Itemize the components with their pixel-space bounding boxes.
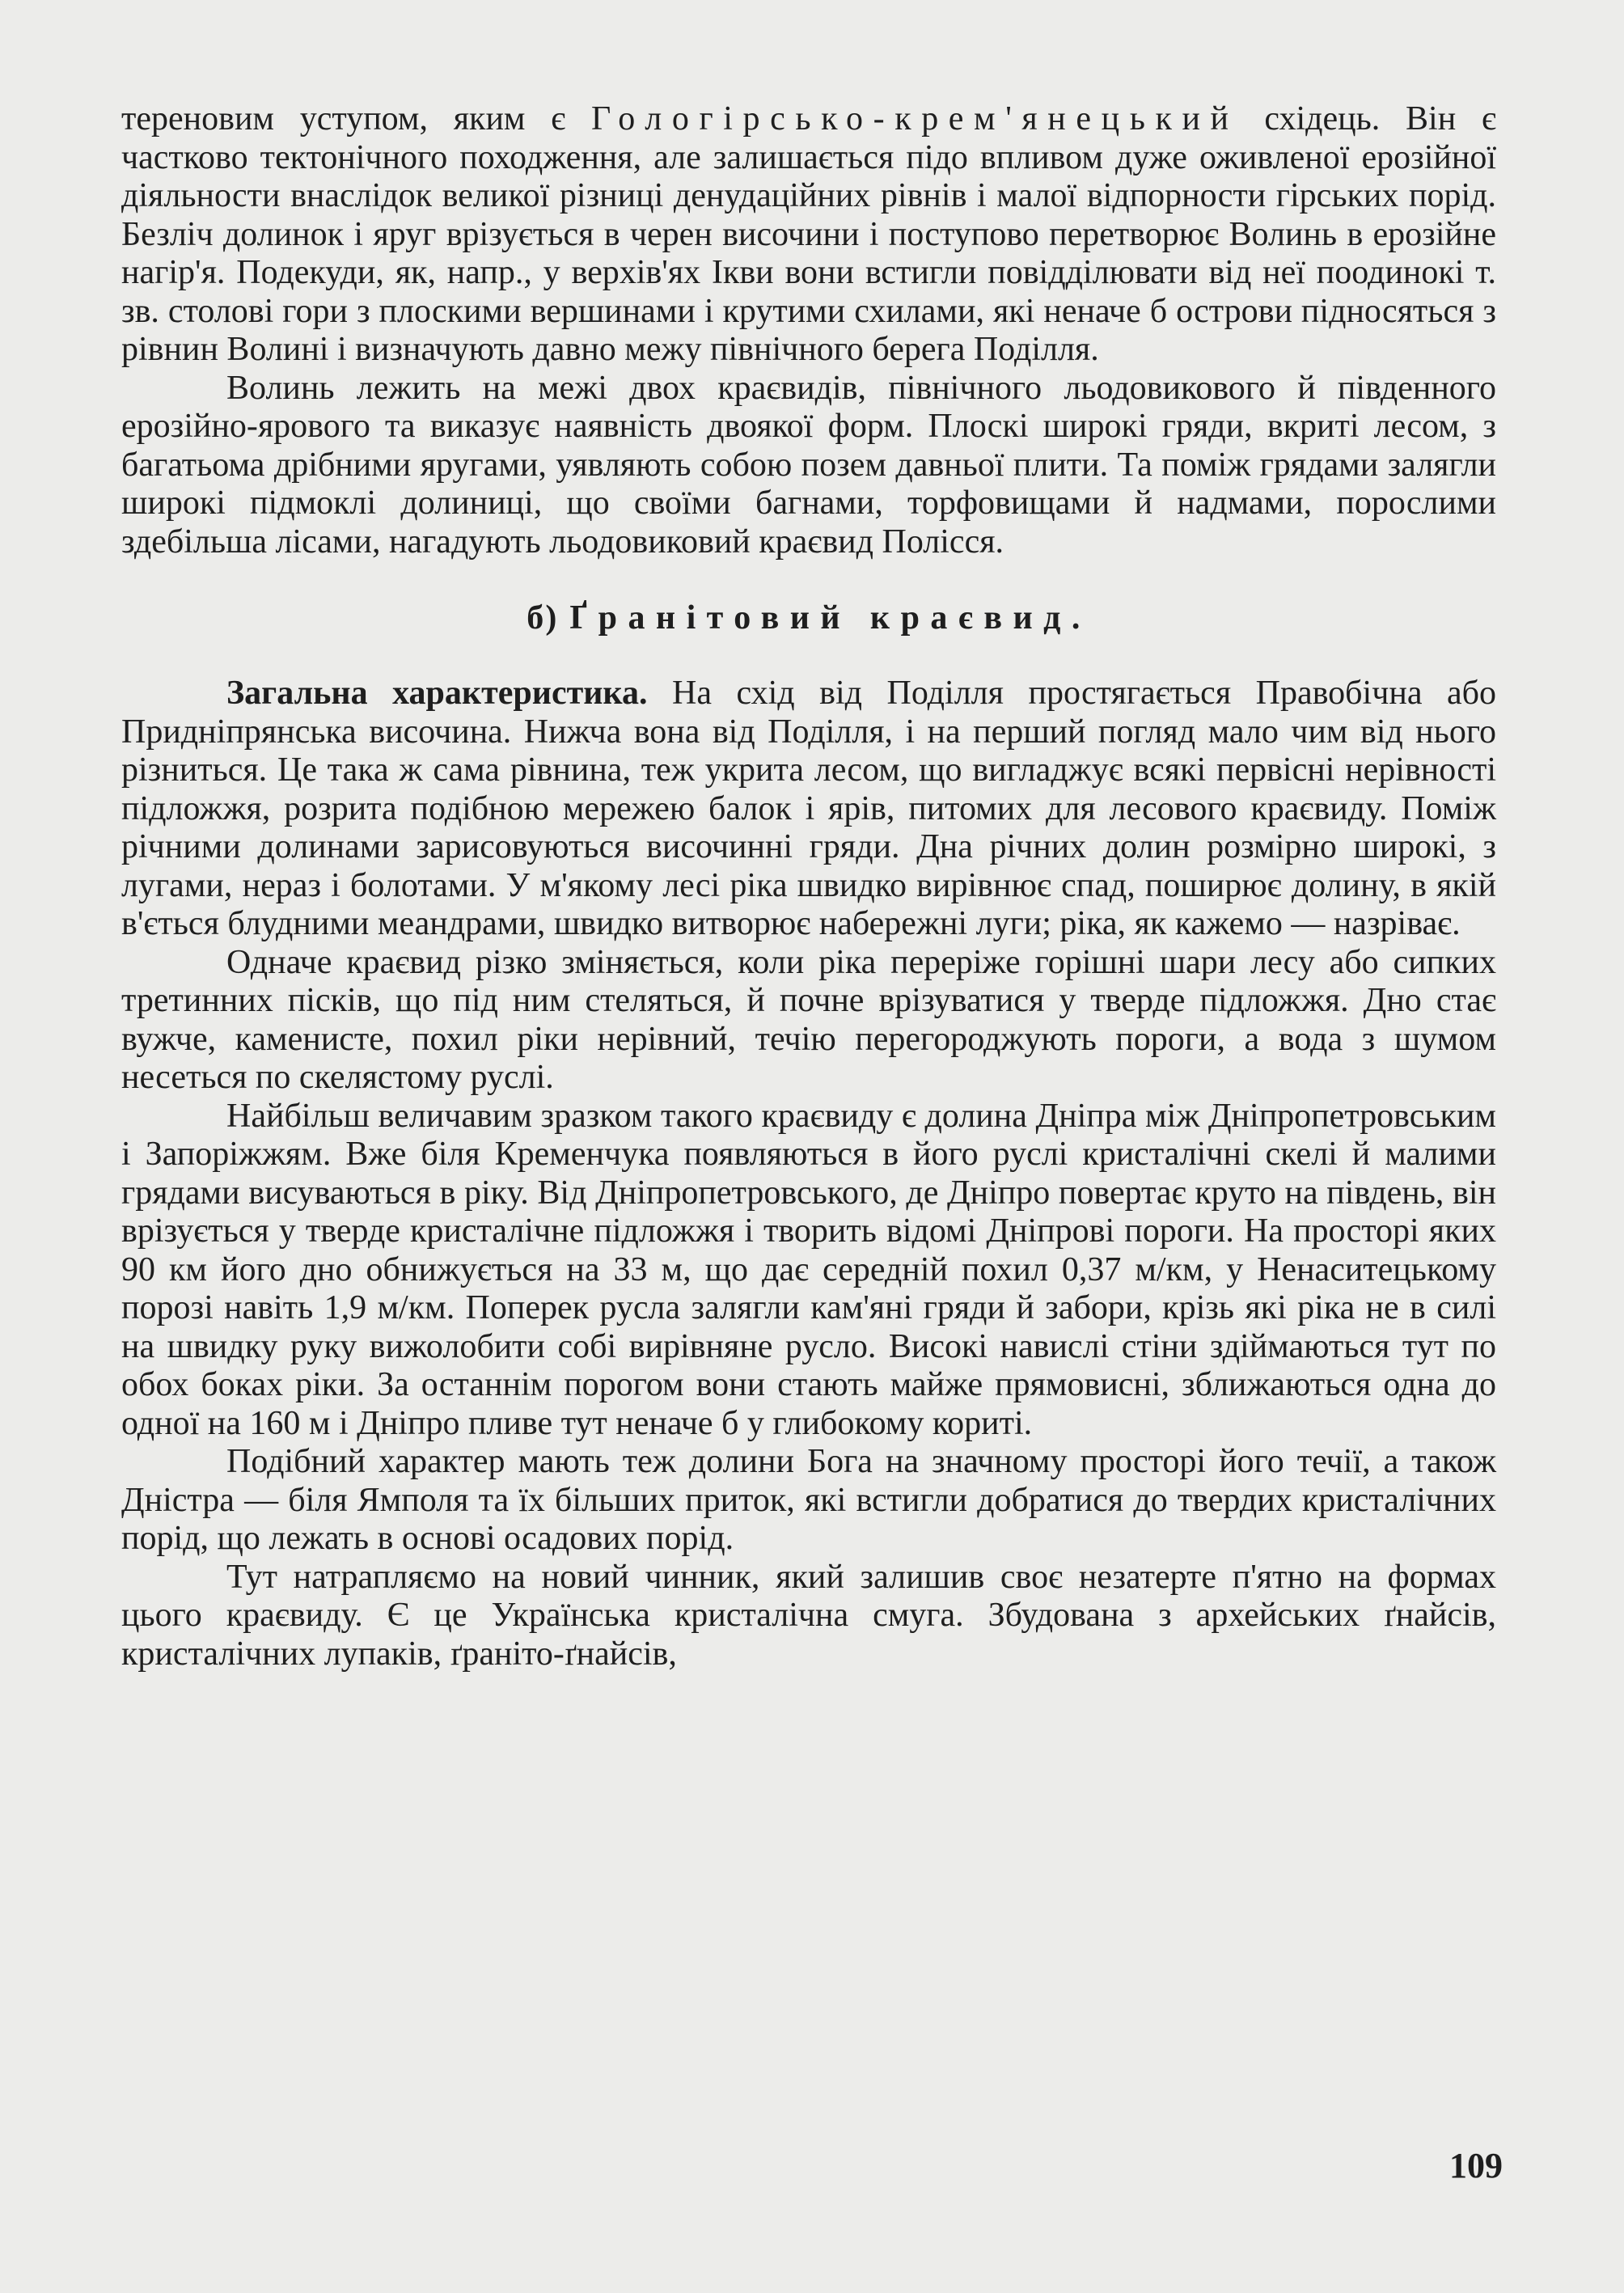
page-number: 109 <box>1449 2146 1503 2185</box>
section-title: Ґранітовий краєвид. <box>569 599 1091 637</box>
paragraph-2: Волинь лежить на межі двох краєвидів, північного льодовикового й південного ерозійно-ярового та виказує наявність двоякої форм. Плоскі широкі гряди, вкриті лесом, з багатьома дрібними яругами, уявляють собою позем давньої плити. Та поміж грядами залягли широкі підмоклі долиниці, що своїми багнами, торфовищами й надмами, порослими здебільша лісами, нагадують льодовиковий краєвид Полісся. <box>121 369 1496 561</box>
paragraph-5: Найбільш величавим зразком такого краєвиду є долина Дніпра між Дніпропетровським і Запоріжжям. Вже біля Кременчука появляються в його руслі кристалічні скелі й малими грядами висуваються в ріку. Від Дніпропетровського, де Дніпро повертає круто на південь, він врізується у тверде кристалічне підложжя і творить відомі Дніпрові пороги. На просторі яких 90 км його дно обнижується на 33 м, що дає середній похил 0,37 м/км, у Ненаситецькому порозі навіть 1,9 м/км. Поперек русла залягли кам'яні гряди й забори, крізь які ріка не в силі на швидку руку вижолобити собі вирівняне русло. Високі навислі стіни здіймаються тут по обох боках ріки. За останнім порогом вони стають майже прямовисні, зближаються одна до одної на 160 м і Дніпро пливе тут неначе б у глибокому кориті. <box>121 1097 1496 1442</box>
paragraph-6: Подібний характер мають теж долини Бога на значному просторі його течії, а також Дністра — біля Ямполя та їх більших приток, які встигли добратися до твердих кристалічних порід, що лежать в основі осадових порід. <box>121 1443 1496 1557</box>
paragraph-4: Одначе краєвид різко зміняється, коли ріка переріже горішні шари лесу або сипких третинних пісків, що під ним стеляться, й почне врізуватися у тверде підложжя. Дно стає вужче, каменисте, похил ріки нерівний, течію перегороджують пороги, а вода з шумом несеться по скелястому руслі. <box>121 943 1496 1096</box>
paragraph-3 <box>121 675 1496 944</box>
paragraph-1-lead: тереновим уступом, яким є <box>121 100 592 137</box>
section-heading <box>121 597 1496 639</box>
section-prefix: б) <box>527 599 559 637</box>
page-body <box>121 100 1496 2203</box>
paragraph-1 <box>121 100 1496 370</box>
run-in-heading: Загальна характеристика. <box>226 675 648 712</box>
paragraph-1-rest: східець. Він є частково тектонічного походження, але залишається підо впливом дуже оживленої ерозійної діяльности внаслідок великої різниці денудаційних рівнів і малої відпорности гірських порід. Безліч долинок і яруг врізується в черен височини і поступово перетворює Волинь в ерозійне нагір'я. Подекуди, як, напр., у верхів'ях Ікви вони встигли повідділювати від неї поодинокі т. зв. столові гори з плоскими вершинами і крутими схилами, які неначе б острови підносяться з рівнин Волині і визначують давно межу північного берега Поділля. <box>121 100 1496 368</box>
paragraph-7: Тут натрапляємо на новий чинник, який залишив своє незатерте п'ятно на формах цього краєвиду. Є це Українська кристалічна смуга. Збудована з архейських ґнайсів, кристалічних лупаків, ґраніто-ґнайсів, <box>121 1558 1496 1673</box>
paragraph-3-text: На схід від Поділля простягається Правобічна або Придніпрянська височина. Нижча вона від Поділля, і на перший погляд мало чим від нього різниться. Це така ж сама рівнина, теж укрита лесом, що вигладжує всякі первісні нерівності підложжя, розрита подібною мережею балок і ярів, питомих для лесового краєвиду. Поміж річними долинами зарисовуються височинні гряди. Дна річних долин розмірно широкі, з лугами, нераз і болотами. У м'якому лесі ріка швидко вирівнює спад, поширює долину, в якій в'ється блудними меандрами, швидко витворює набережні луги; ріка, як кажемо — назріває. <box>121 675 1496 942</box>
place-name-spaced: Гологірсько-крем'янецький <box>591 100 1239 137</box>
